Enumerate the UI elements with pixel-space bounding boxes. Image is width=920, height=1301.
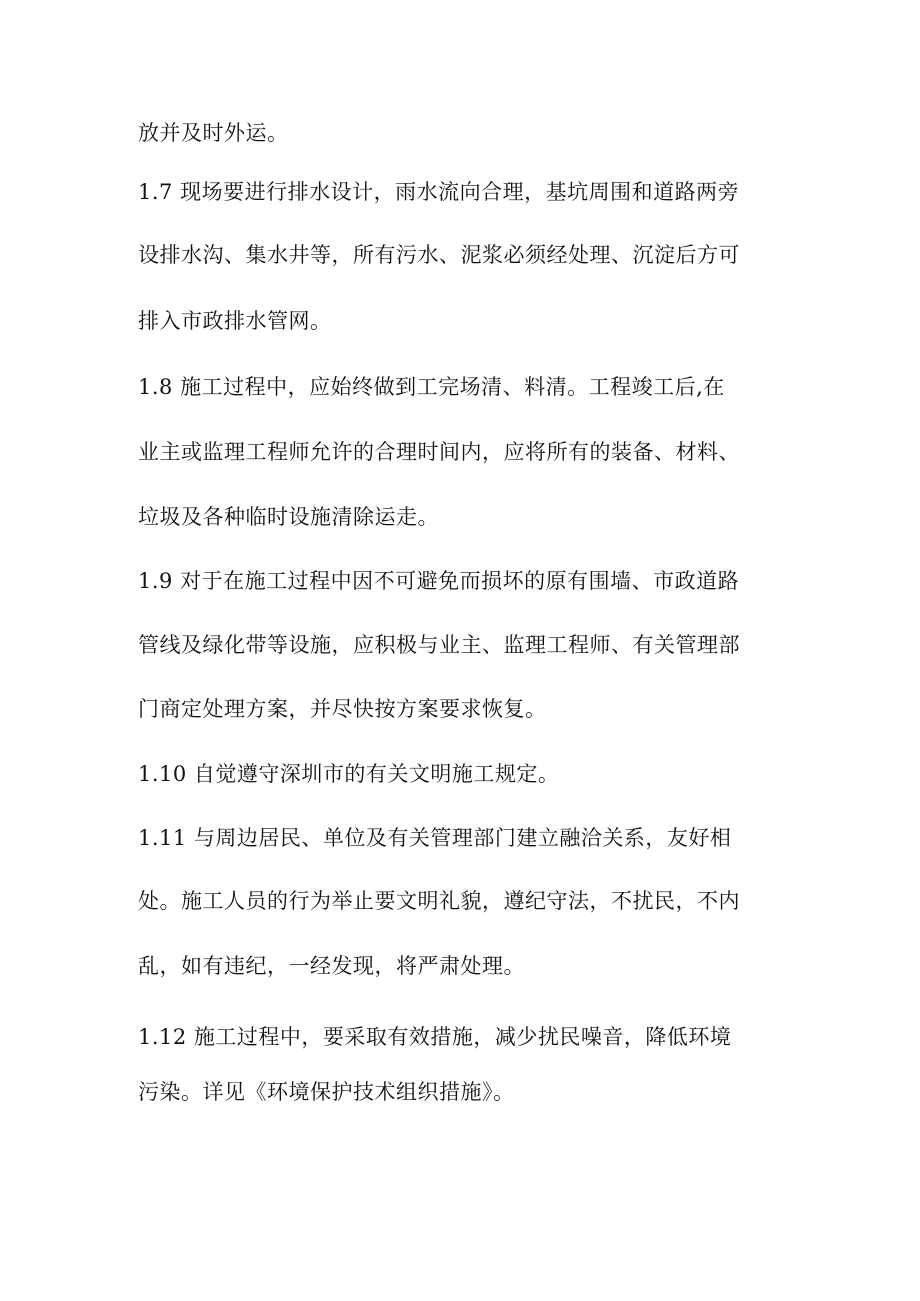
text-line: 1.11 与周边居民、单位及有关管理部门建立融洽关系，友好相 xyxy=(138,826,732,850)
text-line: 乱，如有违纪，一经发现，将严肃处理。 xyxy=(138,954,525,978)
text-line: 1.12 施工过程中，要采取有效措施，减少扰民噪音，降低环境 xyxy=(138,1025,732,1049)
text-line: 1.8 施工过程中，应始终做到工完场清、料清。工程竣工后,在 xyxy=(138,375,725,399)
text-line: 管线及绿化带等设施，应积极与业主、监理工程师、有关管理部 xyxy=(138,633,740,657)
text-line: 处。施工人员的行为举止要文明礼貌，遵纪守法，不扰民，不内 xyxy=(138,889,740,913)
text-line: 放并及时外运。 xyxy=(138,121,289,145)
text-line: 污染。详见《环境保护技术组织措施》。 xyxy=(138,1080,515,1104)
text-line: 排入市政排水管网。 xyxy=(138,309,332,333)
text-line: 业主或监理工程师允许的合理时间内，应将所有的装备、材料、 xyxy=(138,440,740,464)
text-line: 1.7 现场要进行排水设计，雨水流向合理，基坑周围和道路两旁 xyxy=(138,180,740,204)
text-line: 1.9 对于在施工过程中因不可避免而损坏的原有围墙、市政道路 xyxy=(138,569,740,593)
text-line: 垃圾及各种临时设施清除运走。 xyxy=(138,505,439,529)
text-line: 门商定处理方案，并尽快按方案要求恢复。 xyxy=(138,697,547,721)
text-line: 设排水沟、集水井等，所有污水、泥浆必须经处理、沉淀后方可 xyxy=(138,243,740,267)
text-line: 1.10 自觉遵守深圳市的有关文明施工规定。 xyxy=(138,762,560,786)
